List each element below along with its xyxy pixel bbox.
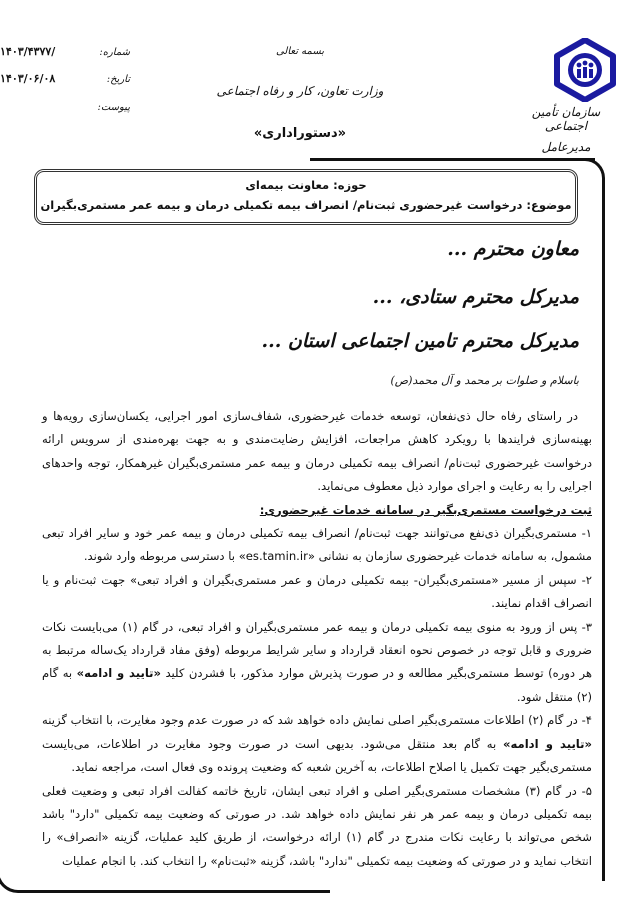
salutation-hq-director: مدیرکل محترم ستادی، ... [372,286,579,308]
domain-line: حوزه: معاونت بیمه‌ای [245,178,367,192]
ministry-name: وزارت تعاون، کار و رفاه اجتماعی [216,84,384,98]
letter-body [42,405,592,873]
date-value: ۱۴۰۳/۰۶/۰۸ [0,72,56,85]
item-3-bold: «تایید و ادامه» [76,666,162,681]
item-4 [42,709,592,779]
section-heading: ثبت درخواست مستمری‌بگیر در سامانه خدمات غیرحضوری: [259,502,592,517]
number-value: ۱۴۰۳/۴۳۷۷/ [0,45,56,58]
date-label: تاریخ: [106,74,130,85]
item-3-text: ۳- پس از ورود به منوی بیمه تکمیلی درمان و بیمه عمر مستمری‌بگیران و افراد تبعی، در گام (۱) می‌بایست نکات ضروری و قابل توجه در خصوص نحوه انعقاد قرارداد و سایر شرایط مربوطه (وفق مفاد قرارداد یک‌ساله مرتبط به هر دوره) توسط مستمری‌بگیر مطالعه و در صورت پذیرش موارد مذکور، با فشردن کلید [42,619,592,681]
item-4-text: ۴- در گام (۲) اطلاعات مستمری‌بگیر اصلی نمایش داده خواهد شد که در صورت عدم وجود مغایرت، با انتخاب گزینه [42,713,592,728]
doc-type: «دستوراداری» [253,126,347,141]
intro-paragraph: در راستای رفاه حال ذی‌نفعان، توسعه خدمات غیرحضوری، شفاف‌سازی امور اجرایی، یکسان‌سازی رویه‌ها و بهینه‌سازی فرایندها با رویکرد کاهش مراجعات، افزایش رضایت‌مندی و به جهت بهره‌مندی از سرویس ارائه درخواست غیرحضوری ثبت‌نام/ انصراف بیمه تکمیلی درمان و بیمه عمر مستمری‌بگیران غیرهمکار، توجه واحدهای اجرایی را به رعایت و اجرای موارد ذیل معطوف می‌نماید. [42,409,592,494]
salutation-deputy: معاون محترم ... [447,238,579,260]
item-4-tail: به گام بعد منتقل می‌شود. بدیهی است در صورت وجود مغایرت در اطلاعات، می‌بایست مستمری‌بگیر جهت تکمیل یا اصلاح اطلاعات، به آخرین شعبه که وضعیت پرونده وی فعال است، مراجعه نماید. [42,736,592,775]
item-4-bold: «تایید و ادامه» [503,736,592,751]
salutation-province-director: مدیرکل محترم تامین اجتماعی استان ... [261,330,579,352]
greeting: باسلام و صلوات بر محمد و آل محمد(ص) [390,374,579,387]
org-name: سازمان تأمین اجتماعی [531,105,601,133]
item-5: ۵- در گام (۳) مشخصات مستمری‌بگیر اصلی و افراد تبعی ایشان، تاریخ خاتمه کفالت افراد تبعی و وضعیت فعلی بیمه تکمیلی درمان و بیمه عمر هر نفر نمایش داده خواهد شد. در صورتی که وضعیت بیمه تکمیلی "دارد" باشد شخص می‌تواند با رعایت نکات مندرج در گام (۱) ارائه درخواست، از طریق کلید عملیات، گزینه «انصراف» را انتخاب نماید و در صورتی که وضعیت بیمه تکمیلی "ندارد" باشد، گزینه «ثبت‌نام» را انتخاب کند. با انجام عملیات [42,783,592,868]
item-3-tail: به گام (۲) منتقل شود. [42,666,592,704]
frame-bottom-line [20,890,330,893]
attachment-label: پیوست: [97,102,130,113]
subject-box [34,169,578,225]
tamin-logo [553,38,617,102]
item-1: ۱- مستمری‌بگیران ذی‌نفع می‌توانند جهت ثبت‌نام/ انصراف بیمه تکمیلی درمان و بیمه عمر خود و سایر افراد تبعی مشمول، به سامانه خدمات غیرحضوری سازمان به نشانی «es.tamin.ir» با دسترسی مربوطه وارد شوند. [42,526,592,564]
item-2: ۲- سپس از مسیر «مستمری‌بگیران- بیمه تکمیلی درمان و عمر مستمری‌بگیران و افراد تبعی» جهت ثبت‌نام و یا انصراف اقدام نمایند. [42,572,592,611]
number-label: شماره: [99,47,130,58]
subject-line: موضوع: درخواست غیرحضوری ثبت‌نام/ انصراف بیمه تکمیلی درمان و بیمه عمر مستمری‌بگیران [40,198,572,212]
item-3 [42,616,592,710]
org-position: مدیرعامل [541,140,591,154]
frame-left-border [0,185,24,893]
invocation: بسمه تعالی [275,46,325,57]
org-block [511,105,621,161]
frame-top-line [310,158,595,161]
